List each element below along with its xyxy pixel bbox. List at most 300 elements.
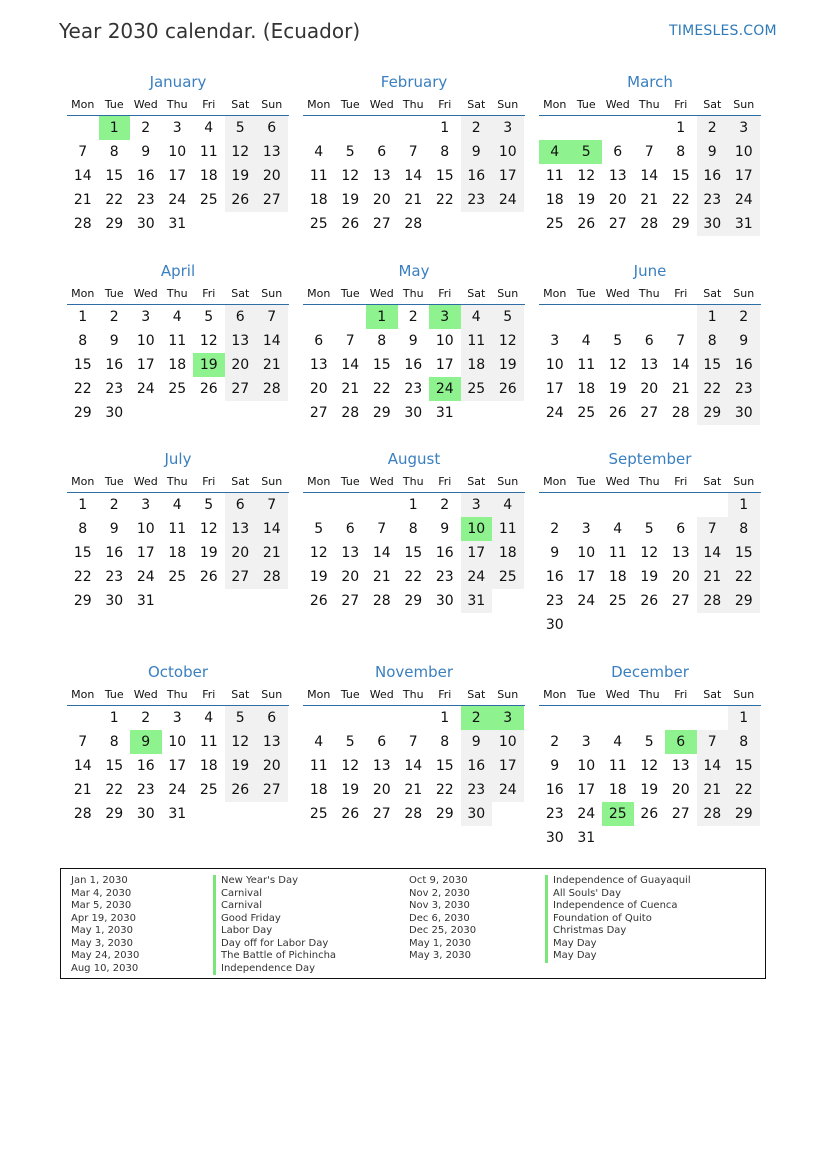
day-cell: 29	[671, 216, 690, 232]
weekday-label: Tue	[340, 688, 360, 701]
weekday-label: Wed	[605, 98, 630, 111]
day-cell: 29	[728, 802, 760, 826]
day-cell: 17	[168, 758, 187, 774]
day-cell: 27	[256, 188, 288, 212]
day-cell: 12	[640, 545, 659, 561]
day-cell: 29	[372, 405, 391, 421]
day-cell: 15	[372, 357, 391, 373]
day-cell: 7	[644, 144, 654, 160]
day-cell: 23	[545, 593, 564, 609]
weekday-header	[303, 283, 525, 305]
day-cell: 9	[109, 333, 119, 349]
day-cell: 27	[608, 216, 627, 232]
weekday-label: Thu	[402, 287, 424, 300]
day-cell: 16	[461, 754, 493, 778]
day-cell: 13	[225, 517, 257, 541]
legend-date: May 24, 2030	[71, 950, 140, 961]
day-cell: 3	[172, 120, 182, 136]
day-cell: 4	[613, 521, 623, 537]
weekday-header	[67, 471, 289, 493]
day-cell: 14	[256, 329, 288, 353]
legend-holiday-name: New Year's Day	[213, 875, 336, 888]
day-cell: 11	[199, 144, 218, 160]
day-cell: 20	[671, 569, 690, 585]
day-cell: 8	[697, 329, 729, 353]
weekday-label: Fri	[438, 688, 452, 701]
day-cell: 7	[256, 305, 288, 329]
day-cell: 1	[78, 497, 88, 513]
weekday-label: Sat	[467, 287, 486, 300]
day-cell: 19	[492, 353, 524, 377]
day-cell: 26	[608, 405, 627, 421]
weekday-label: Thu	[638, 98, 660, 111]
day-cell: 24	[577, 806, 596, 822]
day-cell: 14	[73, 168, 92, 184]
day-cell: 27	[225, 565, 257, 589]
day-cell: 9	[461, 140, 493, 164]
day-grid	[67, 493, 289, 613]
day-cell: 16	[435, 545, 454, 561]
day-cell: 23	[461, 188, 493, 212]
day-cell: 29	[105, 216, 124, 232]
day-cell: 3	[728, 116, 760, 140]
day-cell: 8	[109, 734, 119, 750]
day-cell: 22	[105, 782, 124, 798]
day-cell: 13	[372, 758, 391, 774]
day-cell: 23	[697, 188, 729, 212]
day-cell: 18	[309, 192, 328, 208]
weekday-label: Thu	[166, 287, 188, 300]
day-cell: 12	[225, 140, 257, 164]
day-cell: 29	[105, 806, 124, 822]
weekday-label: Wed	[605, 688, 630, 701]
day-cell: 23	[728, 377, 760, 401]
day-cell: 8	[440, 144, 450, 160]
day-cell: 2	[109, 497, 119, 513]
day-cell: 2	[141, 120, 151, 136]
weekday-label: Thu	[402, 475, 424, 488]
weekday-label: Sun	[261, 475, 283, 488]
day-cell: 11	[309, 758, 328, 774]
day-cell: 10	[492, 140, 524, 164]
weekday-label: Wed	[369, 688, 394, 701]
day-cell: 7	[345, 333, 355, 349]
day-cell: 7	[697, 517, 729, 541]
day-cell: 15	[671, 168, 690, 184]
day-cell: 6	[256, 706, 288, 730]
weekday-label: Thu	[166, 688, 188, 701]
weekday-label: Tue	[104, 475, 124, 488]
day-cell: 9	[461, 730, 493, 754]
day-grid	[67, 706, 289, 826]
day-cell: 14	[341, 357, 360, 373]
weekday-label: Tue	[576, 287, 596, 300]
day-cell: 25	[309, 216, 328, 232]
day-cell: 4	[581, 333, 591, 349]
day-cell: 8	[78, 521, 88, 537]
day-cell: 21	[73, 192, 92, 208]
holiday-cell: 24	[429, 377, 461, 401]
day-cell: 3	[581, 734, 591, 750]
day-cell: 4	[613, 734, 623, 750]
day-cell: 27	[309, 405, 328, 421]
day-cell: 22	[435, 192, 454, 208]
legend-date: Nov 2, 2030	[409, 887, 470, 899]
month-name: September	[608, 450, 692, 468]
day-cell: 10	[168, 734, 187, 750]
weekday-label: Tue	[340, 98, 360, 111]
day-cell: 21	[372, 569, 391, 585]
day-cell: 12	[341, 168, 360, 184]
weekday-label: Tue	[340, 475, 360, 488]
legend-dates-left	[61, 875, 139, 975]
day-cell: 20	[309, 381, 328, 397]
day-cell: 3	[550, 333, 560, 349]
legend-date: Dec 25, 2030	[409, 925, 477, 936]
legend-names-left	[213, 875, 336, 975]
day-cell: 4	[172, 309, 182, 325]
day-cell: 30	[105, 405, 124, 421]
legend-holiday-name: Independence Day	[213, 963, 336, 976]
day-cell: 30	[728, 401, 760, 425]
day-cell: 30	[404, 405, 423, 421]
day-cell: 21	[256, 541, 288, 565]
day-cell: 7	[408, 144, 418, 160]
day-cell: 1	[109, 710, 119, 726]
day-cell: 7	[697, 730, 729, 754]
legend-holiday-name: Labor Day	[213, 925, 336, 938]
day-cell: 2	[141, 710, 151, 726]
day-cell: 16	[697, 164, 729, 188]
legend-date: Oct 9, 2030	[409, 875, 468, 886]
day-cell: 5	[225, 116, 257, 140]
day-cell: 31	[461, 589, 493, 613]
weekday-label: Thu	[638, 287, 660, 300]
legend-holiday-name: May Day	[545, 938, 691, 951]
weekday-label: Sun	[261, 287, 283, 300]
day-cell: 30	[461, 802, 493, 826]
month-august	[303, 447, 525, 613]
day-cell: 22	[671, 192, 690, 208]
weekday-label: Fri	[674, 287, 688, 300]
day-cell: 17	[492, 754, 524, 778]
day-cell: 10	[492, 730, 524, 754]
day-cell: 27	[671, 806, 690, 822]
day-cell: 15	[404, 545, 423, 561]
day-cell: 2	[461, 116, 493, 140]
month-july	[67, 447, 289, 613]
day-cell: 23	[461, 778, 493, 802]
weekday-label: Fri	[438, 287, 452, 300]
weekday-label: Sun	[497, 98, 519, 111]
day-cell: 25	[461, 377, 493, 401]
weekday-label: Fri	[438, 475, 452, 488]
holiday-legend	[60, 868, 766, 979]
day-cell: 2	[550, 521, 560, 537]
weekday-label: Mon	[543, 475, 567, 488]
day-cell: 26	[309, 593, 328, 609]
day-cell: 2	[109, 309, 119, 325]
holiday-cell: 10	[461, 517, 493, 541]
day-cell: 24	[136, 381, 155, 397]
day-cell: 17	[492, 164, 524, 188]
month-name: June	[633, 262, 667, 280]
day-cell: 20	[608, 192, 627, 208]
weekday-label: Sat	[703, 98, 722, 111]
day-grid	[67, 116, 289, 236]
day-cell: 12	[225, 730, 257, 754]
weekday-label: Tue	[104, 287, 124, 300]
month-name: May	[398, 262, 430, 280]
day-cell: 25	[168, 381, 187, 397]
day-cell: 2	[697, 116, 729, 140]
day-cell: 21	[404, 192, 423, 208]
day-cell: 8	[377, 333, 387, 349]
day-cell: 26	[199, 569, 218, 585]
day-cell: 6	[256, 116, 288, 140]
day-grid	[539, 116, 761, 236]
weekday-label: Mon	[307, 688, 331, 701]
day-cell: 16	[136, 168, 155, 184]
day-cell: 16	[136, 758, 155, 774]
weekday-header	[539, 283, 761, 305]
holiday-cell: 4	[539, 140, 571, 164]
legend-dates-right	[399, 875, 476, 963]
day-cell: 22	[105, 192, 124, 208]
weekday-label: Fri	[202, 688, 216, 701]
day-cell: 25	[577, 405, 596, 421]
day-cell: 17	[136, 545, 155, 561]
day-cell: 19	[341, 192, 360, 208]
day-cell: 11	[309, 168, 328, 184]
day-cell: 4	[314, 144, 324, 160]
day-cell: 18	[492, 541, 524, 565]
day-cell: 28	[73, 806, 92, 822]
day-cell: 12	[199, 333, 218, 349]
holiday-cell: 1	[366, 305, 398, 329]
day-cell: 17	[435, 357, 454, 373]
day-cell: 30	[697, 212, 729, 236]
day-cell: 15	[73, 545, 92, 561]
day-cell: 13	[341, 545, 360, 561]
day-cell: 15	[728, 754, 760, 778]
day-cell: 16	[545, 782, 564, 798]
day-cell: 12	[309, 545, 328, 561]
month-december	[539, 660, 761, 850]
weekday-label: Fri	[674, 98, 688, 111]
day-cell: 14	[640, 168, 659, 184]
day-cell: 30	[136, 216, 155, 232]
day-cell: 29	[697, 401, 729, 425]
legend-holiday-name: Good Friday	[213, 913, 336, 926]
day-cell: 10	[136, 333, 155, 349]
legend-date: Mar 4, 2030	[71, 887, 132, 899]
day-cell: 26	[341, 216, 360, 232]
day-cell: 30	[136, 806, 155, 822]
day-cell: 2	[728, 305, 760, 329]
month-september	[539, 447, 761, 637]
weekday-label: Tue	[340, 287, 360, 300]
day-cell: 25	[545, 216, 564, 232]
day-cell: 11	[492, 517, 524, 541]
weekday-label: Mon	[71, 475, 95, 488]
day-cell: 9	[728, 329, 760, 353]
weekday-label: Mon	[71, 688, 95, 701]
day-cell: 15	[435, 168, 454, 184]
day-cell: 25	[608, 593, 627, 609]
day-cell: 9	[440, 521, 450, 537]
holiday-cell: 5	[571, 140, 603, 164]
day-cell: 31	[577, 830, 596, 846]
day-cell: 10	[435, 333, 454, 349]
month-june	[539, 259, 761, 425]
day-cell: 9	[550, 758, 560, 774]
weekday-label: Tue	[576, 688, 596, 701]
day-cell: 23	[435, 569, 454, 585]
day-cell: 27	[671, 593, 690, 609]
day-cell: 5	[613, 333, 623, 349]
day-cell: 5	[225, 706, 257, 730]
day-cell: 26	[199, 381, 218, 397]
day-cell: 12	[492, 329, 524, 353]
day-cell: 14	[671, 357, 690, 373]
legend-names-right	[545, 875, 691, 963]
day-cell: 3	[141, 497, 151, 513]
legend-holiday-name: Day off for Labor Day	[213, 938, 336, 951]
day-cell: 19	[608, 381, 627, 397]
day-cell: 7	[676, 333, 686, 349]
day-cell: 19	[640, 782, 659, 798]
day-cell: 28	[341, 405, 360, 421]
day-cell: 22	[372, 381, 391, 397]
day-grid	[539, 493, 761, 637]
day-cell: 7	[408, 734, 418, 750]
day-cell: 5	[345, 144, 355, 160]
day-cell: 22	[404, 569, 423, 585]
day-cell: 31	[728, 212, 760, 236]
day-cell: 29	[435, 806, 454, 822]
day-cell: 17	[461, 541, 493, 565]
day-cell: 24	[728, 188, 760, 212]
day-cell: 28	[671, 405, 690, 421]
day-cell: 11	[168, 521, 187, 537]
day-grid	[303, 493, 525, 613]
weekday-label: Sat	[231, 98, 250, 111]
day-cell: 28	[404, 806, 423, 822]
month-name: January	[149, 73, 207, 91]
legend-date: Jan 1, 2030	[71, 875, 128, 886]
day-cell: 26	[225, 188, 257, 212]
weekday-label: Thu	[402, 98, 424, 111]
weekday-label: Sun	[497, 475, 519, 488]
day-cell: 18	[309, 782, 328, 798]
day-cell: 1	[440, 710, 450, 726]
holiday-cell: 2	[461, 706, 493, 730]
month-name: November	[374, 663, 454, 681]
weekday-label: Wed	[605, 287, 630, 300]
weekday-label: Wed	[605, 475, 630, 488]
day-cell: 28	[640, 216, 659, 232]
day-grid	[539, 706, 761, 850]
day-cell: 28	[697, 589, 729, 613]
weekday-label: Sat	[703, 688, 722, 701]
weekday-label: Sat	[231, 287, 250, 300]
weekday-label: Sun	[261, 688, 283, 701]
day-grid	[303, 116, 525, 236]
day-cell: 6	[377, 734, 387, 750]
day-cell: 1	[78, 309, 88, 325]
day-cell: 12	[640, 758, 659, 774]
weekday-label: Sat	[467, 688, 486, 701]
day-cell: 5	[314, 521, 324, 537]
weekday-label: Sat	[467, 475, 486, 488]
day-cell: 6	[345, 521, 355, 537]
site-link[interactable]: TIMESLES.COM	[669, 23, 777, 39]
day-cell: 24	[136, 569, 155, 585]
day-cell: 5	[345, 734, 355, 750]
day-cell: 14	[256, 517, 288, 541]
day-cell: 13	[309, 357, 328, 373]
day-cell: 20	[671, 782, 690, 798]
day-cell: 17	[168, 168, 187, 184]
day-cell: 19	[225, 754, 257, 778]
month-may	[303, 259, 525, 425]
weekday-label: Tue	[104, 688, 124, 701]
day-cell: 7	[78, 144, 88, 160]
month-march	[539, 70, 761, 236]
page-title: Year 2030 calendar. (Ecuador)	[59, 19, 361, 43]
month-name: August	[387, 450, 441, 468]
day-cell: 30	[435, 593, 454, 609]
day-cell: 15	[728, 541, 760, 565]
legend-date: May 3, 2030	[409, 950, 472, 961]
weekday-label: Mon	[71, 98, 95, 111]
weekday-label: Sat	[231, 475, 250, 488]
day-cell: 13	[671, 545, 690, 561]
holiday-cell: 1	[99, 116, 131, 140]
day-cell: 16	[404, 357, 423, 373]
weekday-label: Wed	[133, 287, 158, 300]
legend-holiday-name: All Souls' Day	[545, 888, 691, 901]
day-cell: 22	[73, 569, 92, 585]
day-cell: 13	[256, 140, 288, 164]
day-cell: 15	[105, 168, 124, 184]
day-cell: 26	[640, 806, 659, 822]
legend-date: May 1, 2030	[409, 937, 472, 949]
day-cell: 26	[640, 593, 659, 609]
weekday-label: Tue	[576, 98, 596, 111]
day-cell: 3	[141, 309, 151, 325]
weekday-label: Fri	[674, 688, 688, 701]
day-cell: 29	[73, 405, 92, 421]
day-cell: 15	[105, 758, 124, 774]
day-cell: 25	[199, 782, 218, 798]
day-cell: 28	[697, 802, 729, 826]
day-cell: 31	[168, 806, 187, 822]
weekday-label: Tue	[576, 475, 596, 488]
day-cell: 13	[256, 730, 288, 754]
day-cell: 25	[199, 192, 218, 208]
legend-date: Nov 3, 2030	[409, 900, 470, 911]
day-cell: 19	[577, 192, 596, 208]
day-cell: 17	[136, 357, 155, 373]
month-name: April	[160, 262, 196, 280]
weekday-label: Sun	[497, 287, 519, 300]
day-cell: 26	[492, 377, 524, 401]
day-cell: 22	[697, 377, 729, 401]
day-cell: 2	[440, 497, 450, 513]
day-cell: 7	[256, 493, 288, 517]
